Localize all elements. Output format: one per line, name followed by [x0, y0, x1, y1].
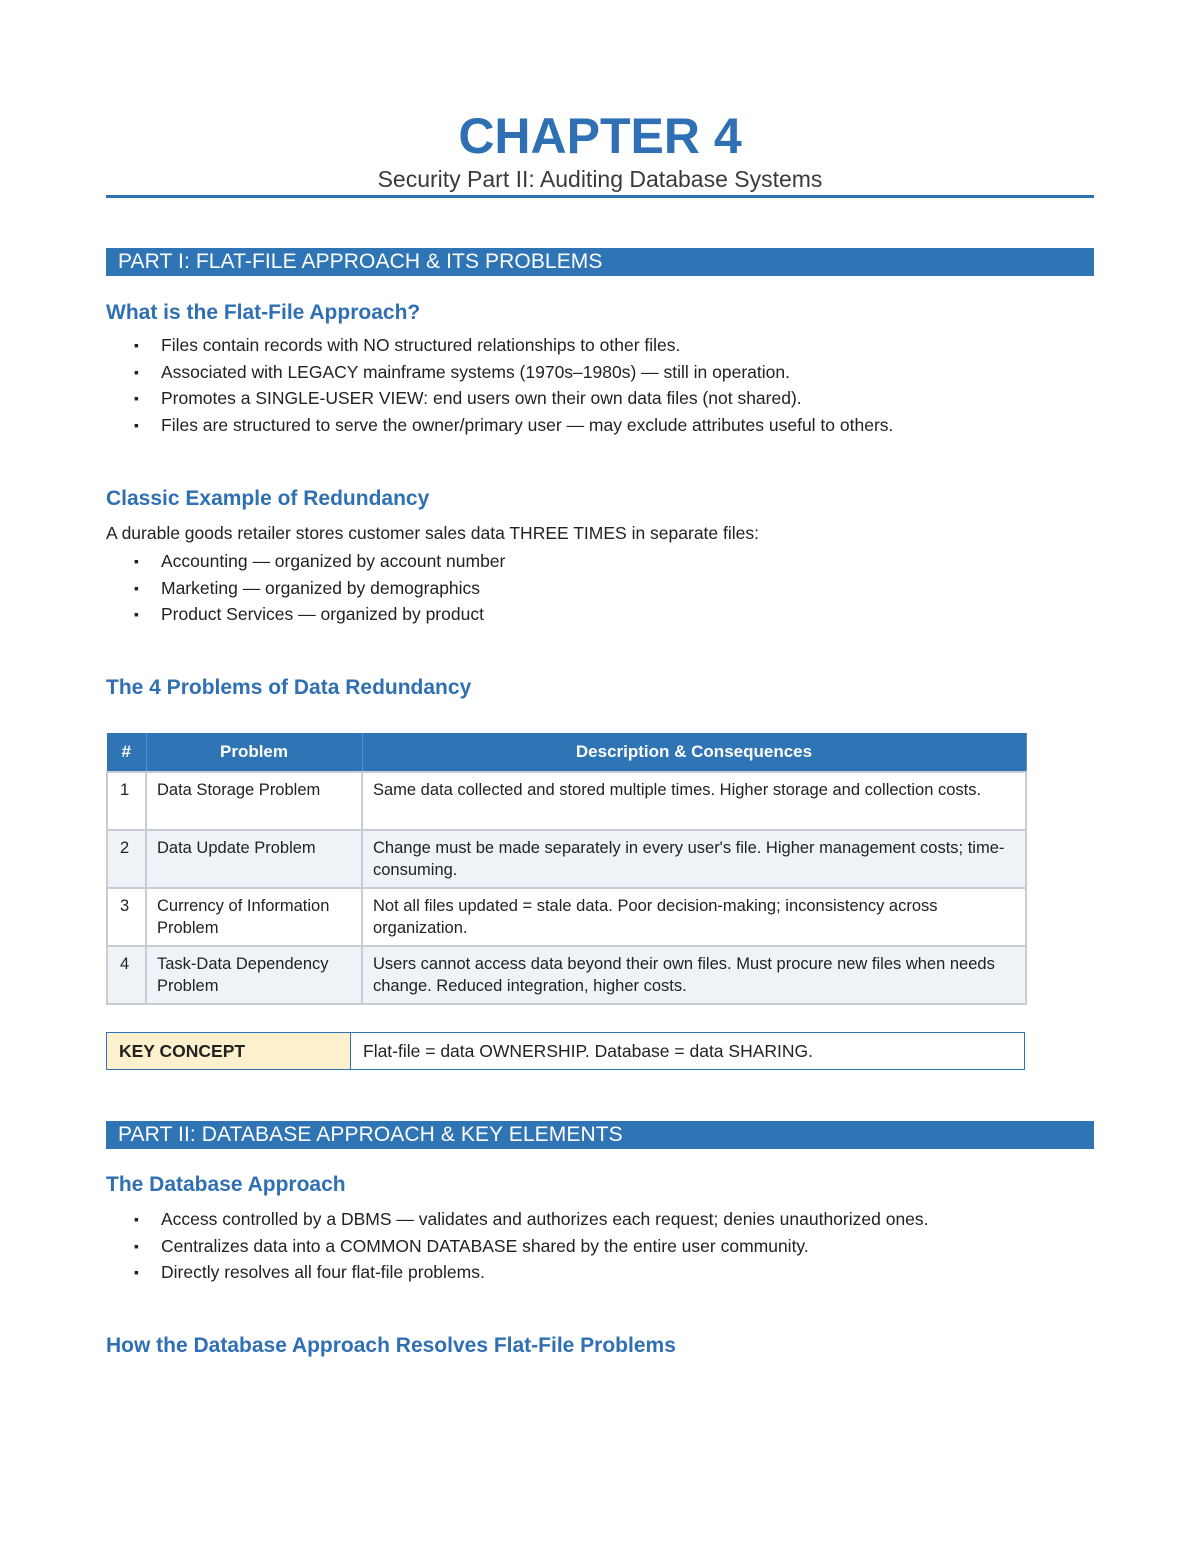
database-approach-list: [106, 1206, 929, 1286]
problems-table: [106, 733, 1027, 1005]
list-item: ▪ Associated with LEGACY mainframe systems (1970s–1980s) — still in operation.: [106, 359, 893, 386]
part2-banner: PART II: DATABASE APPROACH & KEY ELEMENTS: [106, 1121, 1094, 1149]
table-row: [107, 830, 1026, 888]
part1-banner: PART I: FLAT-FILE APPROACH & ITS PROBLEMS: [106, 248, 1094, 276]
chapter-subtitle: Security Part II: Auditing Database Systems: [377, 166, 823, 192]
list-item: ▪ Directly resolves all four flat-file problems.: [106, 1259, 929, 1286]
bullet-icon: ▪: [134, 579, 139, 596]
table-cell: Data Update Problem: [146, 830, 362, 888]
title-divider: [106, 195, 1094, 198]
list-item: ▪ Centralizes data into a COMMON DATABASE shared by the entire user community.: [106, 1233, 929, 1260]
list-item: ▪ Product Services — organized by product: [106, 601, 505, 628]
table-cell: 1: [107, 772, 146, 830]
table-cell: Not all files updated = stale data. Poor decision-making; inconsistency across organization.: [362, 888, 1026, 946]
bullet-icon: ▪: [134, 1237, 139, 1254]
key-concept-label: KEY CONCEPT: [107, 1033, 351, 1069]
bullet-icon: ▪: [134, 553, 139, 569]
table-cell: Task-Data Dependency Problem: [146, 946, 362, 1004]
table-row: [107, 888, 1026, 946]
key-concept-text: Flat-file = data OWNERSHIP. Database = data SHARING.: [363, 1041, 814, 1061]
table-cell: Currency of Information Problem: [146, 888, 362, 946]
redundancy-heading: Classic Example of Redundancy: [106, 487, 430, 510]
bullet-icon: ▪: [134, 390, 139, 406]
bullet-icon: ▪: [134, 1264, 139, 1280]
list-item: ▪ Files are structured to serve the owner/primary user — may exclude attributes useful to others.: [106, 412, 893, 439]
key-concept-box: [106, 1032, 1025, 1070]
table-cell: 3: [107, 888, 146, 946]
table-cell: Change must be made separately in every user's file. Higher management costs; time-consuming.: [362, 830, 1026, 888]
list-item: ▪ Access controlled by a DBMS — validates and authorizes each request; denies unauthorized ones.: [106, 1206, 929, 1233]
column-header: Problem: [146, 733, 362, 772]
table-cell: Data Storage Problem: [146, 772, 362, 830]
bullet-icon: ▪: [134, 416, 139, 433]
redundancy-intro: A durable goods retailer stores customer sales data THREE TIMES in separate files:: [106, 523, 759, 543]
table-cell: Same data collected and stored multiple times. Higher storage and collection costs.: [362, 772, 1026, 830]
table-row: [107, 946, 1026, 1004]
bullet-icon: ▪: [134, 337, 139, 353]
flat-file-list: [106, 332, 893, 438]
column-header: #: [107, 733, 146, 772]
chapter-title: CHAPTER 4: [458, 108, 742, 164]
problems-heading: The 4 Problems of Data Redundancy: [106, 676, 472, 699]
table-header-row: [107, 733, 1026, 772]
list-item: ▪ Marketing — organized by demographics: [106, 575, 505, 602]
redundancy-list: [106, 548, 505, 628]
bullet-icon: ▪: [134, 606, 139, 622]
bullet-icon: ▪: [134, 1211, 139, 1227]
table-row: [107, 772, 1026, 830]
column-header: Description & Consequences: [362, 733, 1026, 772]
list-item: ▪ Promotes a SINGLE-USER VIEW: end users own their own data files (not shared).: [106, 385, 893, 412]
table-cell: 4: [107, 946, 146, 1004]
database-approach-heading: The Database Approach: [106, 1173, 346, 1196]
bullet-icon: ▪: [134, 363, 139, 380]
list-item: ▪ Files contain records with NO structured relationships to other files.: [106, 332, 893, 359]
list-item: ▪ Accounting — organized by account number: [106, 548, 505, 575]
flat-file-heading: What is the Flat-File Approach?: [106, 301, 421, 324]
resolves-heading: How the Database Approach Resolves Flat-File Problems: [106, 1334, 676, 1357]
table-cell: Users cannot access data beyond their own files. Must procure new files when needs change. Reduced integration, higher costs.: [362, 946, 1026, 1004]
table-cell: 2: [107, 830, 146, 888]
